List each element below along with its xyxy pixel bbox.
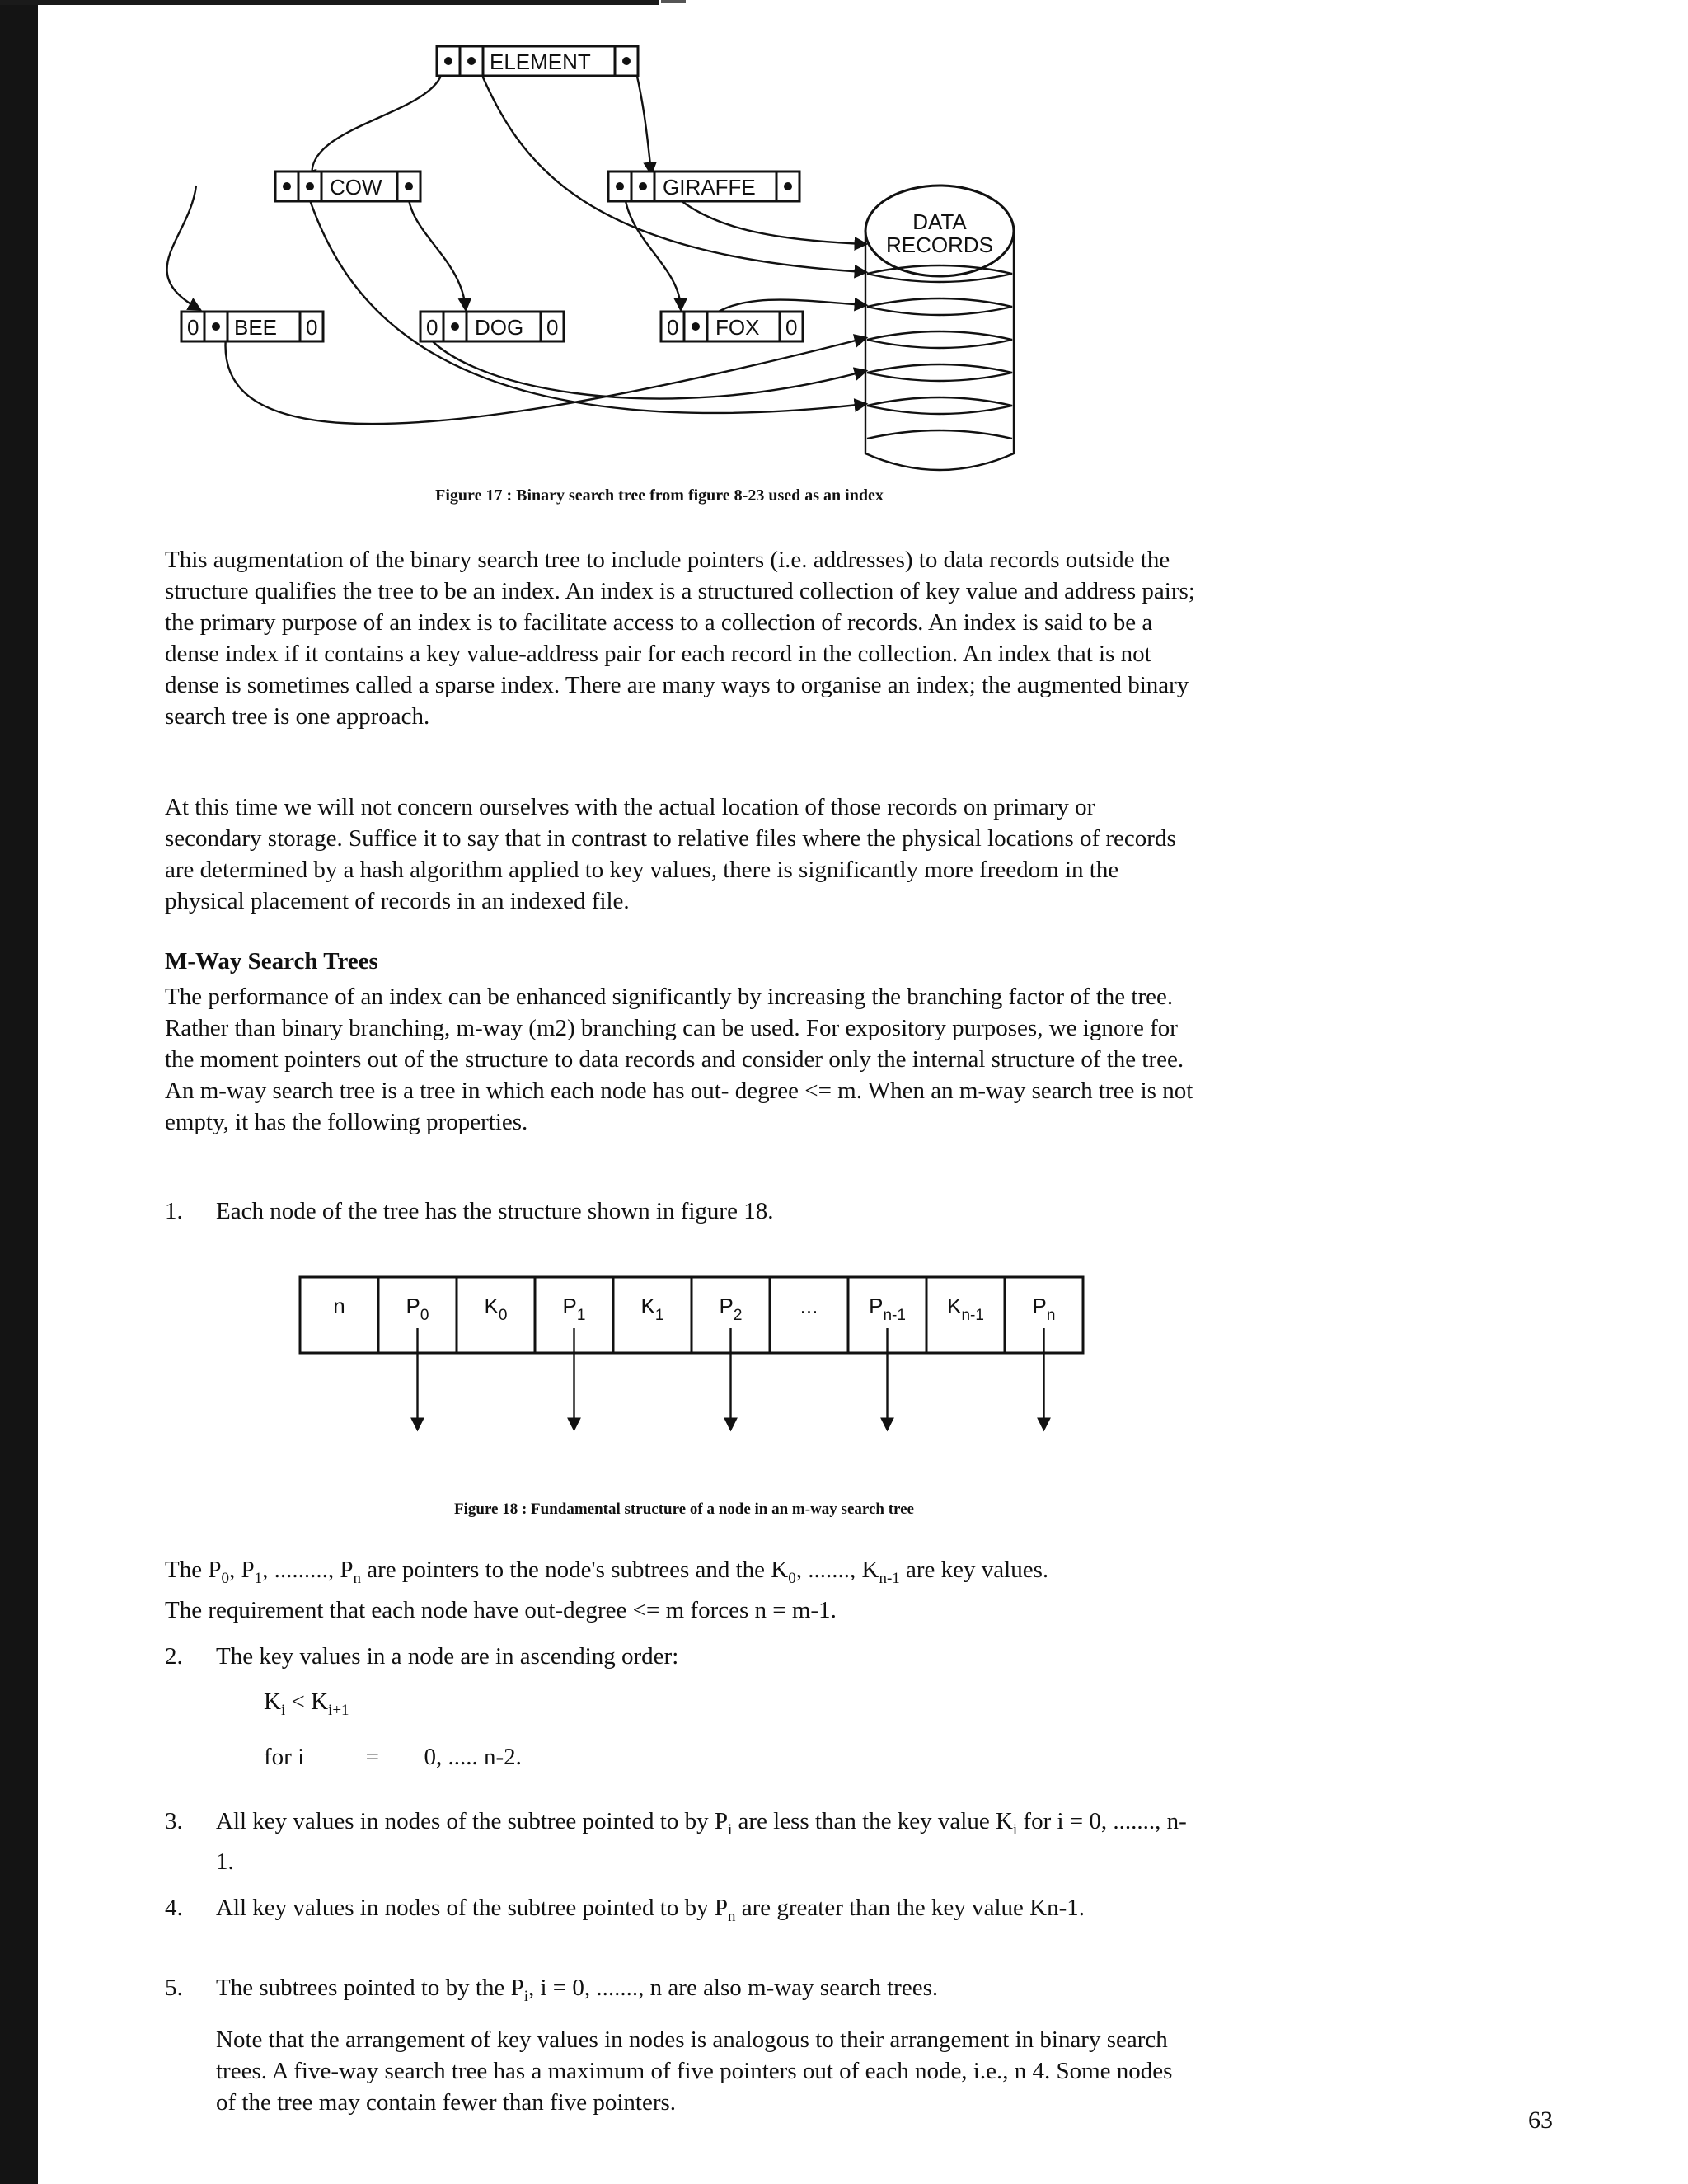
node-fox: [661, 312, 803, 341]
node-element-label: ELEMENT: [490, 49, 591, 74]
node-cell-label: $P_{n-1}$: [869, 1294, 906, 1324]
scan-edge-left: [0, 0, 38, 2184]
node-dog-label: DOG: [475, 315, 524, 340]
list-item-number: 1.: [165, 1198, 183, 1224]
figure-18-diagram: [297, 1274, 1104, 1439]
figure-18-caption: Figure 18 : Fundamental structure of a node in an m-way search tree: [454, 1501, 914, 1518]
scan-edge-top-fragment: [661, 0, 686, 3]
node-cell-label: n: [333, 1294, 345, 1318]
figure-17-caption: Figure 17 : Binary search tree from figure 8-23 used as an index: [435, 486, 884, 505]
tree-links: [167, 64, 865, 424]
node-dog: [420, 312, 564, 341]
formula-ordering: $K_i < K_{i+1}$: [264, 1688, 349, 1719]
node-fox-right-null: 0: [785, 315, 798, 340]
list-item-text: The subtrees pointed to by the $P_i$, i = 0, ......., n are also m-way search trees.: [216, 1975, 939, 2005]
list-item-text: Each node of the tree has the structure shown in figure 18.: [216, 1198, 774, 1224]
list-item-number: 4.: [165, 1895, 183, 1921]
node-cell-label: $P_1$: [562, 1294, 586, 1324]
node-giraffe-label: GIRAFFE: [663, 175, 756, 200]
list-item-number: 2.: [165, 1643, 183, 1670]
node-cell-label: ...: [799, 1294, 818, 1318]
data-records-label-line1: DATA: [912, 209, 967, 234]
node-cow: [275, 171, 420, 201]
paragraph-mway-intro: The performance of an index can be enhanced significantly by increasing the branching factor of the tree. Rather than binary branching, m-way (m2) branching can be used. For expository purposes, we ignore for the moment pointers out of the structure to data records and consider only the internal structure of the tree. An m-way search tree is a tree in which each node has out- degree <= m. When an m-way search tree is not empty, it has the following properties.: [165, 984, 1193, 1135]
formula-range: for i = 0, ..... n-2.: [264, 1744, 522, 1770]
list-item-text: The key values in a node are in ascending order:: [216, 1643, 679, 1670]
section-heading: M-Way Search Trees: [165, 948, 378, 975]
figure-17-diagram: [157, 41, 1104, 478]
node-fox-label: FOX: [715, 315, 760, 340]
node-cow-label: COW: [330, 175, 382, 200]
node-dog-left-null: 0: [426, 315, 438, 340]
node-cell-label: $P_n$: [1032, 1294, 1056, 1324]
data-records-cylinder: [865, 186, 1014, 470]
paragraph-record-location: At this time we will not concern ourselves with the actual location of those records on primary or secondary storage. Suffice it to say that in contrast to relative files where the physical locations of records are determined by a hash algorithm applied to key values, there is significantly more freedom in the physical placement of records in an indexed file.: [165, 794, 1176, 914]
node-cell-label: $P_2$: [719, 1294, 743, 1324]
data-records-label-line2: RECORDS: [885, 232, 994, 257]
node-dog-right-null: 0: [546, 315, 559, 340]
node-cell-label: $K_0$: [484, 1294, 508, 1324]
node-cell-label: $K_1$: [640, 1294, 664, 1324]
list-item-number: 5.: [165, 1975, 183, 2001]
node-bee-label: BEE: [234, 315, 278, 340]
paragraph-note: Note that the arrangement of key values in nodes is analogous to their arrangement in binary search trees. A five-way search tree has a maximum of five pointers out of each node, i.e., n 4. Some nodes of the tree may contain fewer than five pointers.: [216, 2027, 1173, 2116]
paragraph-index-definition: This augmentation of the binary search tree to include pointers (i.e. addresses) to data records outside the structure qualifies the tree to be an index. An index is a structured collection of key value and address pairs; the primary purpose of an index is to facilitate access to a collection of records. An index is said to be a dense index if it contains a key value-address pair for each record in the collection. An index that is not dense is sometimes called a sparse index. There are many ways to organise an index; the augmented binary search tree is one approach.: [165, 547, 1195, 730]
node-bee-left-null: 0: [187, 315, 199, 340]
node-cell-label: $K_{n-1}$: [947, 1294, 984, 1324]
paragraph-pointer-definitions: The $P_0$, $P_1$, ........., $P_n$ are pointers to the node's subtrees and the $K_0$, ......., $K_{n-1}$ are key values. The requirement that each node have out-degree <= m forces n = m-1.: [165, 1557, 1049, 1623]
node-bee: [181, 312, 323, 341]
page-number: 63: [1528, 2107, 1553, 2134]
node-bee-right-null: 0: [306, 315, 318, 340]
node-giraffe: [608, 171, 799, 201]
list-item-text: All key values in nodes of the subtree pointed to by $P_n$ are greater than the key value Kn-1.: [216, 1895, 1085, 1925]
node-cell-label: $P_0$: [406, 1294, 429, 1324]
list-item-text: All key values in nodes of the subtree pointed to by $P_i$ are less than the key value $K_i$ for i = 0, ......., n-1.: [216, 1808, 1187, 1875]
node-element: [437, 46, 638, 76]
node-fox-left-null: 0: [667, 315, 679, 340]
list-item-number: 3.: [165, 1808, 183, 1834]
scan-edge-top: [0, 0, 659, 5]
